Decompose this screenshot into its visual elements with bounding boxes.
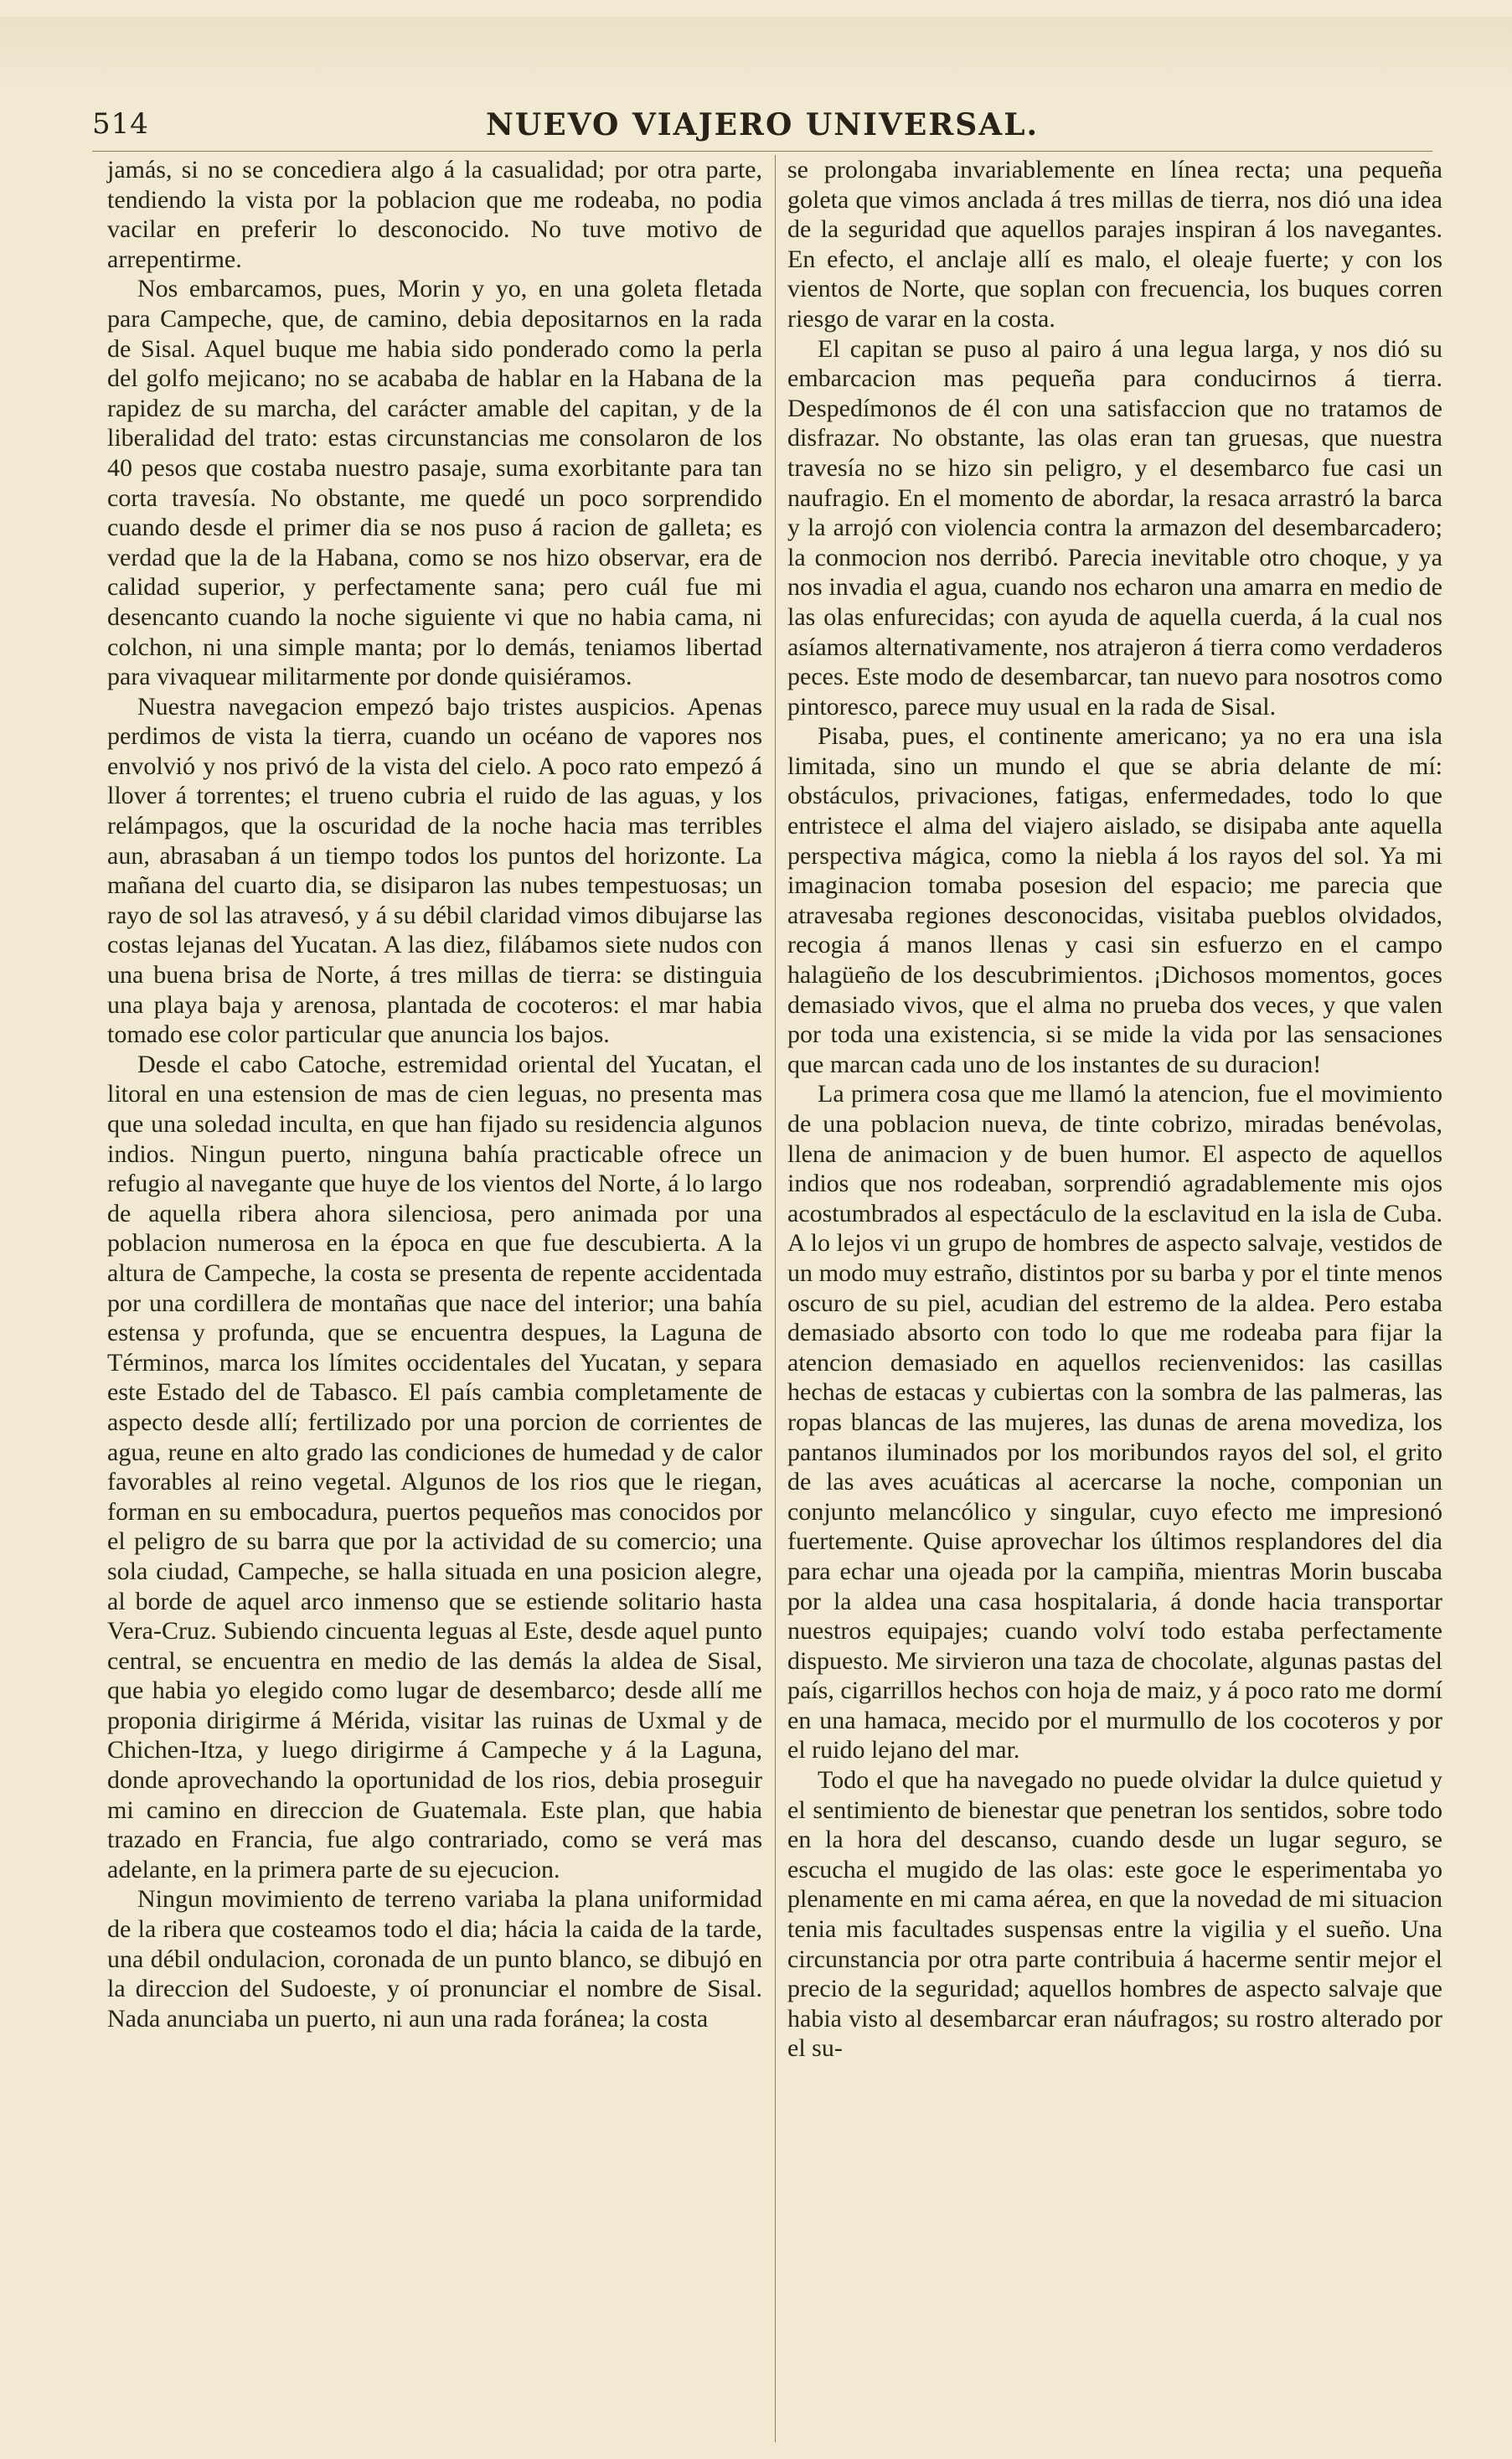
paragraph: jamás, si no se concediera algo á la casualidad; por otra parte, tendiendo la vista por la poblacion que me rodeaba, no podia vacilar en preferir lo desconocido. No tuve motivo de arrepentirme. — [107, 156, 762, 273]
page-header — [92, 107, 1432, 152]
paragraph: Ningun movimiento de terreno variaba la plana uniformidad de la ribera que costeamos todo el dia; hácia la caida de la tarde, una débil ondulacion, coronada de un punto blanco, se dibujó en la direccion del Sudoeste, y oí pronunciar el nombre de Sisal. Nada anunciaba un puerto, ni aun una rada foránea; la costa — [107, 1885, 762, 2033]
column-rule — [775, 155, 776, 2442]
paragraph: El capitan se puso al pairo á una legua larga, y nos dió su embarcacion mas pequeña para conducirnos á tierra. Despedímonos de él con una satisfaccion que no tratamos de disfrazar. No obstante, las olas eran tan gruesas, que nuestra travesía no se hizo sin peligro, y el desembarco fue casi un naufragio. En el momento de abordar, la resaca arrastró la barca y la arrojó con violencia contra la armazon del desembarcadero; la conmocion nos derribó. Parecia inevitable otro choque, y ya nos invadia el agua, cuando nos echaron una amarra en medio de las olas enfurecidas; con ayuda de aquella cuerda, á la cual nos asíamos alternativamente, nos atrajeron á tierra como verdaderos peces. Este modo de desembarcar, tan nuevo para nosotros como pintoresco, parece muy usual en la rada de Sisal. — [787, 334, 1442, 721]
page-number: 514 — [92, 107, 149, 141]
paragraph: se prolongaba invariablemente en línea recta; una pequeña goleta que vimos anclada á tres millas de tierra, nos dió una idea de la seguridad que aquellos parajes inspiran á los navegantes. En efecto, el anclaje allí es malo, el oleaje fuerte; y con los vientos de Norte, que soplan con frecuencia, los buques corren riesgo de varar en la costa. — [787, 156, 1442, 333]
paragraph: Nuestra navegacion empezó bajo tristes auspicios. Apenas perdimos de vista la tierra, cuando un océano de vapores nos envolvió y nos privó de la vista del cielo. A poco rato empezó á llover á torrentes; el trueno cubria el ruido de las aguas, y los relámpagos, que la oscuridad de la noche hacia mas terribles aun, abrasaban á un tiempo todos los puntos del horizonte. La mañana del cuarto dia, se disiparon las nubes tempestuosas; un rayo de sol las atravesó, y á su débil claridad vimos dibujarse las costas lejanas del Yucatan. A las diez, filábamos siete nudos con una buena brisa de Norte, á tres millas de tierra: se distinguia una playa baja y arenosa, plantada de cocoteros: el mar habia tomado ese color particular que anuncia los bajos. — [107, 692, 762, 1049]
paragraph: Todo el que ha navegado no puede olvidar la dulce quietud y el sentimiento de bienestar que penetran los sentidos, sobre todo en la hora del descanso, cuando desde un lugar seguro, se escucha el mugido de las olas: este goce le esperimentaba yo plenamente en mi cama aérea, en que la novedad de mi situacion tenia mis facultades suspensas entre la vigilia y el sueño. Una circunstancia por otra parte contribuia á hacerme sentir mejor el precio de la seguridad; aquellos hombres de aspecto salvaje que habia visto al desembarcar eran náufragos; su rostro alterado por el su- — [787, 1766, 1442, 2063]
paragraph: Pisaba, pues, el continente americano; ya no era una isla limitada, sino un mundo el que se abria delante de mí: obstáculos, privaciones, fatigas, enfermedades, todo lo que entristece el alma del viajero aislado, se disipaba ante aquella perspectiva mágica, como la niebla á los rayos del sol. Ya mi imaginacion tomaba posesion del espacio; me parecia que atravesaba regiones desconocidas, visitaba pueblos olvidados, recogia á manos llenas y casi sin esfuerzo en el campo halagüeño de los descubrimientos. ¡Dichosos momentos, goces demasiado vivos, que el alma no prueba dos veces, y que valen por toda una existencia, si se mide la vida por las sensaciones que marcan cada uno de los instantes de su duracion! — [787, 722, 1442, 1078]
paragraph: Nos embarcamos, pues, Morin y yo, en una goleta fletada para Campeche, que, de camino, debia depositarnos en la rada de Sisal. Aquel buque me habia sido ponderado como la perla del golfo mejicano; no se acababa de hablar en la Habana de la rapidez de su marcha, del carácter amable del capitan, y de la liberalidad del trato: estas circunstancias me consolaron de los 40 pesos que costaba nuestro pasaje, suma exorbitante para tan corta travesía. No obstante, me quedé un poco sorprendido cuando desde el primer dia se nos puso á racion de galleta; es verdad que la de la Habana, como se nos hizo observar, era de calidad superior, y perfectamente sana; pero cuál fue mi desencanto cuando la noche siguiente vi que no habia cama, ni colchon, ni una simple manta; por lo demás, teniamos libertad para vivaquear militarmente por donde quisiéramos. — [107, 275, 762, 691]
running-title: NUEVO VIAJERO UNIVERSAL. — [485, 107, 1040, 142]
left-column — [107, 155, 762, 2033]
paragraph: La primera cosa que me llamó la atencion, fue el movimiento de una poblacion nueva, de tinte cobrizo, miradas benévolas, llena de animacion y de buen humor. El aspecto de aquellos indios que nos rodeaban, sorprendió agradablemente mis ojos acostumbrados al espectáculo de la esclavitud en la isla de Cuba. A lo lejos vi un grupo de hombres de aspecto salvaje, vestidos de un modo muy estraño, distintos por su barba y por el tinte menos oscuro de su piel, acudian del estremo de la aldea. Pero estaba demasiado absorto con todo lo que me rodeaba para fijar la atencion demasiado en aquellos recienvenidos: las casillas hechas de estacas y cubiertas con la sombra de las palmeras, las ropas blancas de las mujeres, las dunas de arena movediza, los pantanos iluminados por los moribundos rayos del sol, el grito de las aves acuáticas al acercarse la noche, componian un conjunto melancólico y singular, cuyo efecto me impresionó fuertemente. Quise aprovechar los últimos resplandores del dia para echar una ojeada por la campiña, mientras Morin buscaba por la aldea una casa hospitalaria, á donde hacia transportar nuestros equipajes; cuando volví todo estaba perfectamente dispuesto. Me sirvieron una taza de chocolate, algunas pastas del país, cigarrillos hechos con hoja de maiz, y á poco rato me dormí en una hamaca, mecido por el murmullo de los cocoteros y por el ruido lejano del mar. — [787, 1080, 1442, 1764]
bleed-through-shadow — [0, 17, 1512, 92]
right-column — [787, 155, 1442, 2064]
paragraph: Desde el cabo Catoche, estremidad oriental del Yucatan, el litoral en una estension de mas de cien leguas, no presenta mas que una soledad inculta, en que han fijado su residencia algunos indios. Ningun puerto, ninguna bahía practicable ofrece un refugio al navegante que huye de los vientos del Norte, á lo largo de aquella ribera ahora silenciosa, pero animada por una poblacion numerosa en la época en que fue descubierta. A la altura de Campeche, la costa se presenta de repente accidentada por una cordillera de montañas que nace del interior; una bahía estensa y profunda, que se encuentra despues, la Laguna de Términos, marca los límites occidentales del Yucatan, y separa este Estado del de Tabasco. El país cambia completamente de aspecto desde allí; fertilizado por una porcion de corrientes de agua, reune en alto grado las condiciones de humedad y de calor favorables al reino vegetal. Algunos de los rios que le riegan, forman en su embocadura, puertos pequeños mas conocidos por el peligro de su barra que por la actividad de su comercio; una sola ciudad, Campeche, se halla situada en una posicion alegre, al borde de aquel arco inmenso que se estiende solitario hasta Vera-Cruz. Subiendo cincuenta leguas al Este, desde aquel punto central, se encuentra en medio de las demás la aldea de Sisal, que habia yo elegido como lugar de desembarco; desde allí me proponia dirigirme á Mérida, visitar las ruinas de Uxmal y de Chichen-Itza, y luego dirigirme á Campeche y á la Laguna, donde aprovechando la oportunidad de los rios, debia proseguir mi camino en direccion de Guatemala. Este plan, que habia trazado en Francia, fue algo contrariado, como se verá mas adelante, en la primera parte de su ejecucion. — [107, 1050, 762, 1883]
